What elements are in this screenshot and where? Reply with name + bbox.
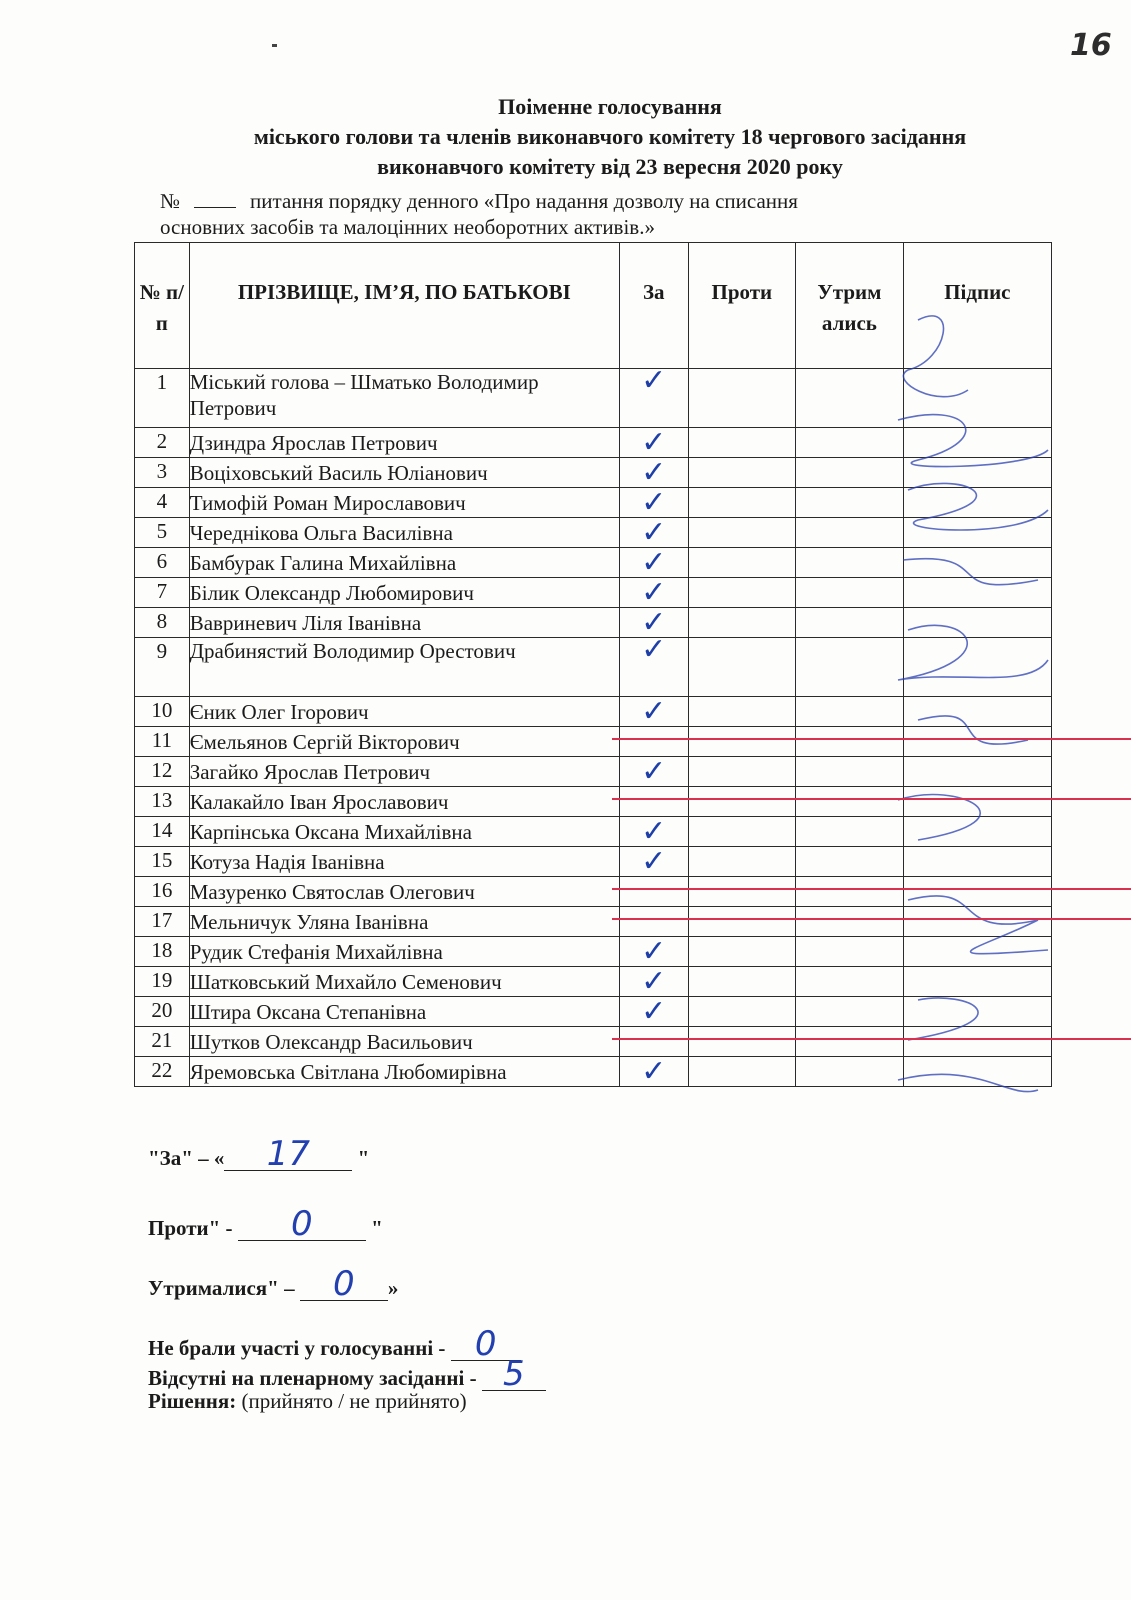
- row-number: 19: [135, 967, 190, 997]
- row-for: [619, 1027, 688, 1057]
- row-number: 3: [135, 458, 190, 488]
- row-for: [619, 424, 688, 460]
- row-for: [619, 544, 688, 580]
- document-title: [130, 92, 1090, 182]
- header-against: Проти: [688, 243, 796, 369]
- summary-against-label: Проти" -: [148, 1216, 233, 1240]
- row-name: Рудик Стефанія Михайлівна: [189, 937, 619, 967]
- row-name: Штира Оксана Степанівна: [189, 997, 619, 1027]
- signatures-scribble: [878, 300, 1058, 1140]
- absent-strike-line: [612, 1038, 1131, 1040]
- row-against: [688, 967, 796, 997]
- row-number: 4: [135, 488, 190, 518]
- row-number: 1: [135, 369, 190, 428]
- row-for: [619, 933, 688, 969]
- title-line-3: виконавчого комітету від 23 вересня 2020 року: [377, 154, 843, 179]
- summary-abstained: [148, 1264, 399, 1304]
- row-against: [688, 697, 796, 727]
- summary-for-value: 17: [224, 1138, 352, 1171]
- row-against: [688, 907, 796, 937]
- scan-mark: [272, 44, 277, 47]
- row-for: [619, 843, 688, 879]
- summary-absent-label: Відсутні на пленарному засіданні -: [148, 1366, 477, 1390]
- row-name: Шутков Олександр Васильович: [189, 1027, 619, 1057]
- row-against: [688, 1027, 796, 1057]
- summary-abstained-value: 0: [300, 1268, 388, 1301]
- row-number: 18: [135, 937, 190, 967]
- row-name: Ємельянов Сергій Вікторович: [189, 727, 619, 757]
- row-for: [619, 574, 688, 610]
- checkmark-icon: ✓: [641, 933, 667, 969]
- agenda-text-1: питання порядку денного «Про надання дозволу на списання: [250, 189, 798, 213]
- summary-for-label: "За" – «: [148, 1146, 225, 1170]
- row-against: [688, 518, 796, 548]
- row-number: 6: [135, 548, 190, 578]
- summary-decision-value: (прийнято / не прийнято): [241, 1389, 467, 1413]
- row-number: 15: [135, 847, 190, 877]
- row-name: Яремовська Світлана Любомирівна: [189, 1057, 619, 1087]
- row-number: 21: [135, 1027, 190, 1057]
- checkmark-icon: ✓: [641, 424, 667, 460]
- row-for: [619, 993, 688, 1029]
- row-number: 22: [135, 1057, 190, 1087]
- row-against: [688, 847, 796, 877]
- agenda-prefix: №: [160, 189, 181, 213]
- checkmark-icon: ✓: [641, 843, 667, 879]
- row-name: Калакайло Іван Ярославович: [189, 787, 619, 817]
- row-for: [619, 514, 688, 550]
- absent-strike-line: [612, 888, 1131, 890]
- row-against: [688, 997, 796, 1027]
- header-abstained: Утрим ались: [796, 243, 904, 369]
- row-number: 14: [135, 817, 190, 847]
- checkmark-icon: ✓: [641, 544, 667, 580]
- row-number: 11: [135, 727, 190, 757]
- row-name: Карпінська Оксана Михайлівна: [189, 817, 619, 847]
- agenda-item: [160, 188, 1053, 240]
- row-against: [688, 608, 796, 638]
- row-name: Мельничук Уляна Іванівна: [189, 907, 619, 937]
- header-for: За: [619, 243, 688, 369]
- checkmark-icon: ✓: [641, 993, 667, 1029]
- row-name: Воціховський Василь Юліанович: [189, 458, 619, 488]
- row-for: [619, 632, 688, 697]
- row-number: 5: [135, 518, 190, 548]
- row-against: [688, 937, 796, 967]
- row-name: Тимофій Роман Мирославович: [189, 488, 619, 518]
- row-name: Єник Олег Ігорович: [189, 697, 619, 727]
- summary-against-end: ": [371, 1216, 383, 1240]
- checkmark-icon: ✓: [641, 1053, 667, 1089]
- checkmark-icon: ✓: [641, 484, 667, 520]
- row-for: [619, 363, 688, 428]
- row-for: [619, 454, 688, 490]
- row-name: Драбинястий Володимир Орестович: [189, 638, 619, 697]
- agenda-text-2: основних засобів та малоцінних необоротних активів.»: [160, 215, 655, 239]
- row-against: [688, 369, 796, 428]
- summary-abstained-end: »: [387, 1276, 399, 1300]
- summary-absent: [148, 1354, 546, 1394]
- checkmark-icon: ✓: [641, 963, 667, 999]
- checkmark-icon: ✓: [641, 363, 667, 398]
- summary-absent-value: 5: [482, 1358, 546, 1391]
- header-name: ПРІЗВИЩЕ, ІМ’Я, ПО БАТЬКОВІ: [189, 243, 619, 369]
- header-number: № п/ п: [135, 243, 190, 369]
- row-number: 20: [135, 997, 190, 1027]
- row-against: [688, 1057, 796, 1087]
- row-for: [619, 484, 688, 520]
- summary-abstained-label: Утрималися" –: [148, 1276, 295, 1300]
- summary-decision-label: Рішення:: [148, 1389, 237, 1413]
- row-against: [688, 877, 796, 907]
- row-number: 10: [135, 697, 190, 727]
- row-for: [619, 753, 688, 789]
- checkmark-icon: ✓: [641, 454, 667, 490]
- summary-for-end: ": [357, 1146, 370, 1170]
- checkmark-icon: ✓: [641, 693, 667, 729]
- row-name: Білик Олександр Любомирович: [189, 578, 619, 608]
- summary-against: [148, 1204, 383, 1244]
- row-for: [619, 813, 688, 849]
- row-against: [688, 548, 796, 578]
- summary-decision: [148, 1388, 467, 1414]
- row-for: [619, 963, 688, 999]
- row-number: 17: [135, 907, 190, 937]
- row-name: Міський голова – Шматько Володимир Петрович: [189, 369, 619, 428]
- row-against: [688, 578, 796, 608]
- row-against: [688, 428, 796, 458]
- summary-not-voted-value: 0: [451, 1328, 521, 1361]
- summary-for: [148, 1134, 370, 1174]
- row-against: [688, 488, 796, 518]
- row-number: 16: [135, 877, 190, 907]
- row-against: [688, 727, 796, 757]
- row-number: 2: [135, 428, 190, 458]
- header-signature: Підпис: [903, 243, 1051, 369]
- row-name: Бамбурак Галина Михайлівна: [189, 548, 619, 578]
- title-line-2: міського голови та членів виконавчого комітету 18 чергового засідання: [253, 124, 967, 149]
- row-number: 8: [135, 608, 190, 638]
- row-for: [619, 787, 688, 817]
- summary-not-voted-label: Не брали участі у голосуванні -: [148, 1336, 446, 1360]
- row-for: [619, 907, 688, 937]
- checkmark-icon: ✓: [641, 753, 667, 789]
- row-for: [619, 727, 688, 757]
- row-for: [619, 1053, 688, 1089]
- summary-not-voted: [148, 1324, 521, 1364]
- checkmark-icon: ✓: [641, 514, 667, 550]
- row-for: [619, 877, 688, 907]
- row-number: 9: [135, 638, 190, 697]
- checkmark-icon: ✓: [641, 632, 667, 667]
- row-name: Вавриневич Ліля Іванівна: [189, 608, 619, 638]
- summary-against-value: 0: [238, 1208, 366, 1241]
- row-name: Мазуренко Святослав Олегович: [189, 877, 619, 907]
- row-name: Котуза Надія Іванівна: [189, 847, 619, 877]
- title-line-1: Поіменне голосування: [498, 94, 722, 119]
- checkmark-icon: ✓: [641, 574, 667, 610]
- row-for: [619, 693, 688, 729]
- checkmark-icon: ✓: [641, 813, 667, 849]
- row-number: 12: [135, 757, 190, 787]
- agenda-number-blank: [194, 207, 236, 208]
- page-number: 16: [1070, 28, 1112, 63]
- row-name: Череднікова Ольга Василівна: [189, 518, 619, 548]
- row-against: [688, 787, 796, 817]
- absent-strike-line: [612, 738, 1131, 740]
- row-against: [688, 817, 796, 847]
- row-name: Загайко Ярослав Петрович: [189, 757, 619, 787]
- row-number: 13: [135, 787, 190, 817]
- row-name: Дзиндра Ярослав Петрович: [189, 428, 619, 458]
- absent-strike-line: [612, 918, 1131, 920]
- checkmark-icon: ✓: [641, 604, 667, 640]
- row-name: Шатковський Михайло Семенович: [189, 967, 619, 997]
- row-against: [688, 458, 796, 488]
- row-against: [688, 757, 796, 787]
- row-against: [688, 638, 796, 697]
- row-number: 7: [135, 578, 190, 608]
- absent-strike-line: [612, 798, 1131, 800]
